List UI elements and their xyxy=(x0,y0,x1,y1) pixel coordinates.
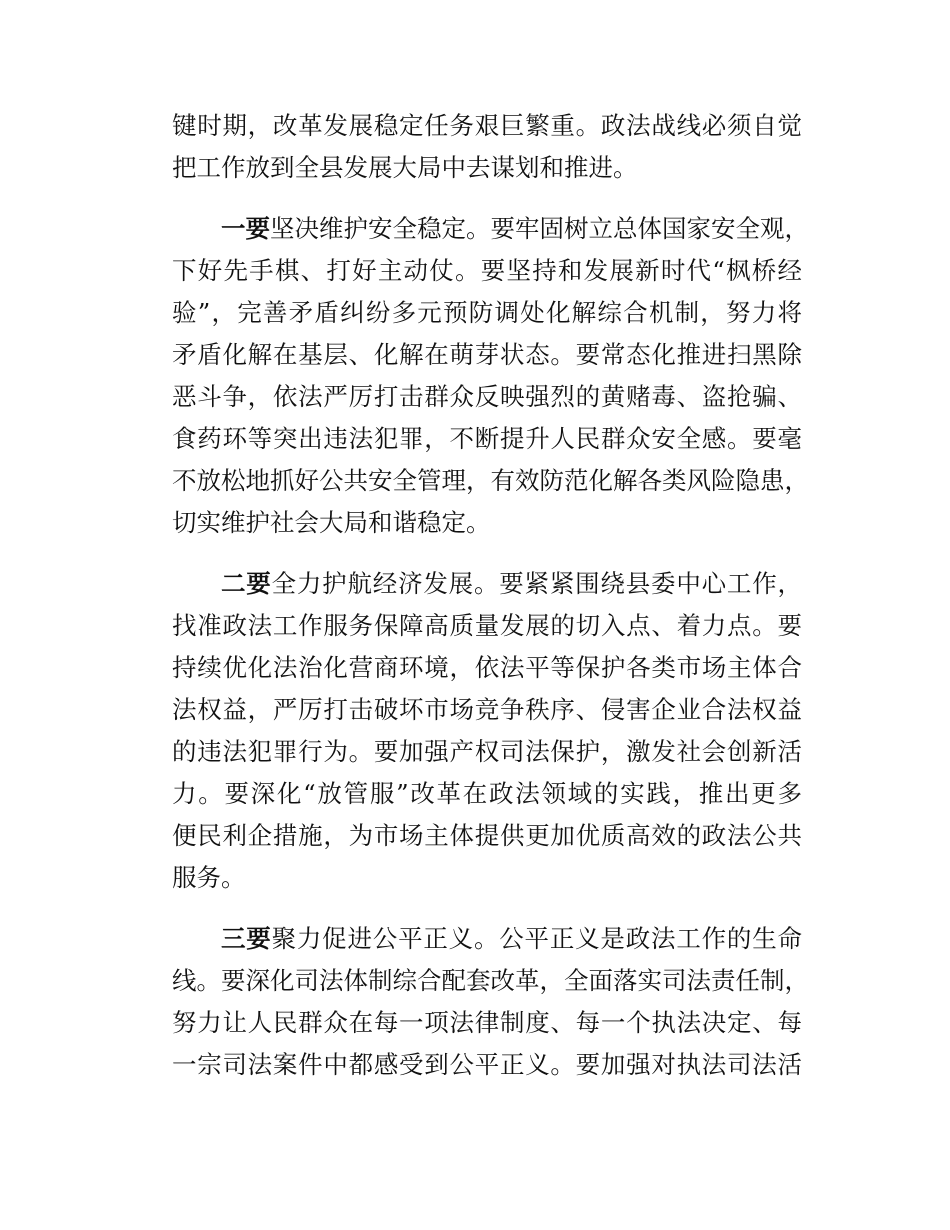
text-line: 不放松地抓好公共安全管理，有效防范化解各类风险隐患， xyxy=(172,466,809,495)
paragraph-lead: 一要 xyxy=(221,214,270,243)
text-line: 下好先手棋、打好主动仗。要坚持和发展新时代“枫桥经 xyxy=(172,256,802,285)
text-line: 键时期，改革发展稳定任务艰巨繁重。政法战线必须自觉 xyxy=(172,111,802,140)
text-line xyxy=(172,918,802,960)
text-line: 服务。 xyxy=(172,863,246,892)
line-text: 坚决维护安全稳定。要牢固树立总体国家安全观， xyxy=(270,214,809,243)
text-line: 食药环等突出违法犯罪，不断提升人民群众安全感。要毫 xyxy=(172,424,802,453)
text-line: 线。要深化司法体制综合配套改革，全面落实司法责任制， xyxy=(172,966,809,995)
line-text: 聚力促进公平正义。公平正义是政法工作的生命 xyxy=(271,924,803,953)
text-line: 努力让人民群众在每一项法律制度、每一个执法决定、每 xyxy=(172,1008,802,1037)
text-line: 验”，完善矛盾纠纷多元预防调处化解综合机制，努力将 xyxy=(172,298,802,327)
text-line xyxy=(172,563,802,605)
text-line: 的违法犯罪行为。要加强产权司法保护，激发社会创新活 xyxy=(172,737,802,766)
text-line: 便民利企措施，为市场主体提供更加优质高效的政法公共 xyxy=(172,821,802,850)
text-line: 切实维护社会大局和谐稳定。 xyxy=(172,508,491,537)
text-line: 一宗司法案件中都感受到公平正义。要加强对执法司法活 xyxy=(172,1050,802,1079)
text-line: 把工作放到全县发展大局中去谋划和推进。 xyxy=(172,153,638,182)
text-line: 力。要深化“放管服”改革在政法领域的实践，推出更多 xyxy=(172,779,802,808)
paragraph-lead: 三要 xyxy=(221,924,272,953)
paragraph-point-1 xyxy=(172,208,809,544)
text-line: 法权益，严厉打击破坏市场竞争秩序、侵害企业合法权益 xyxy=(172,695,802,724)
document-page xyxy=(172,105,809,1105)
paragraph-point-2 xyxy=(172,563,802,899)
paragraph-point-3 xyxy=(172,918,809,1086)
line-text: 全力护航经济发展。要紧紧围绕县委中心工作， xyxy=(271,569,803,598)
text-line: 找准政法工作服务保障高质量发展的切入点、着力点。要 xyxy=(172,611,802,640)
paragraph-lead: 二要 xyxy=(221,569,272,598)
text-line: 持续优化法治化营商环境，依法平等保护各类市场主体合 xyxy=(172,653,802,682)
text-line xyxy=(172,208,809,250)
text-line: 矛盾化解在基层、化解在萌芽状态。要常态化推进扫黑除 xyxy=(172,340,802,369)
paragraph-intro xyxy=(172,105,802,189)
text-line: 恶斗争，依法严厉打击群众反映强烈的黄赌毒、盗抢骗、 xyxy=(172,382,802,411)
